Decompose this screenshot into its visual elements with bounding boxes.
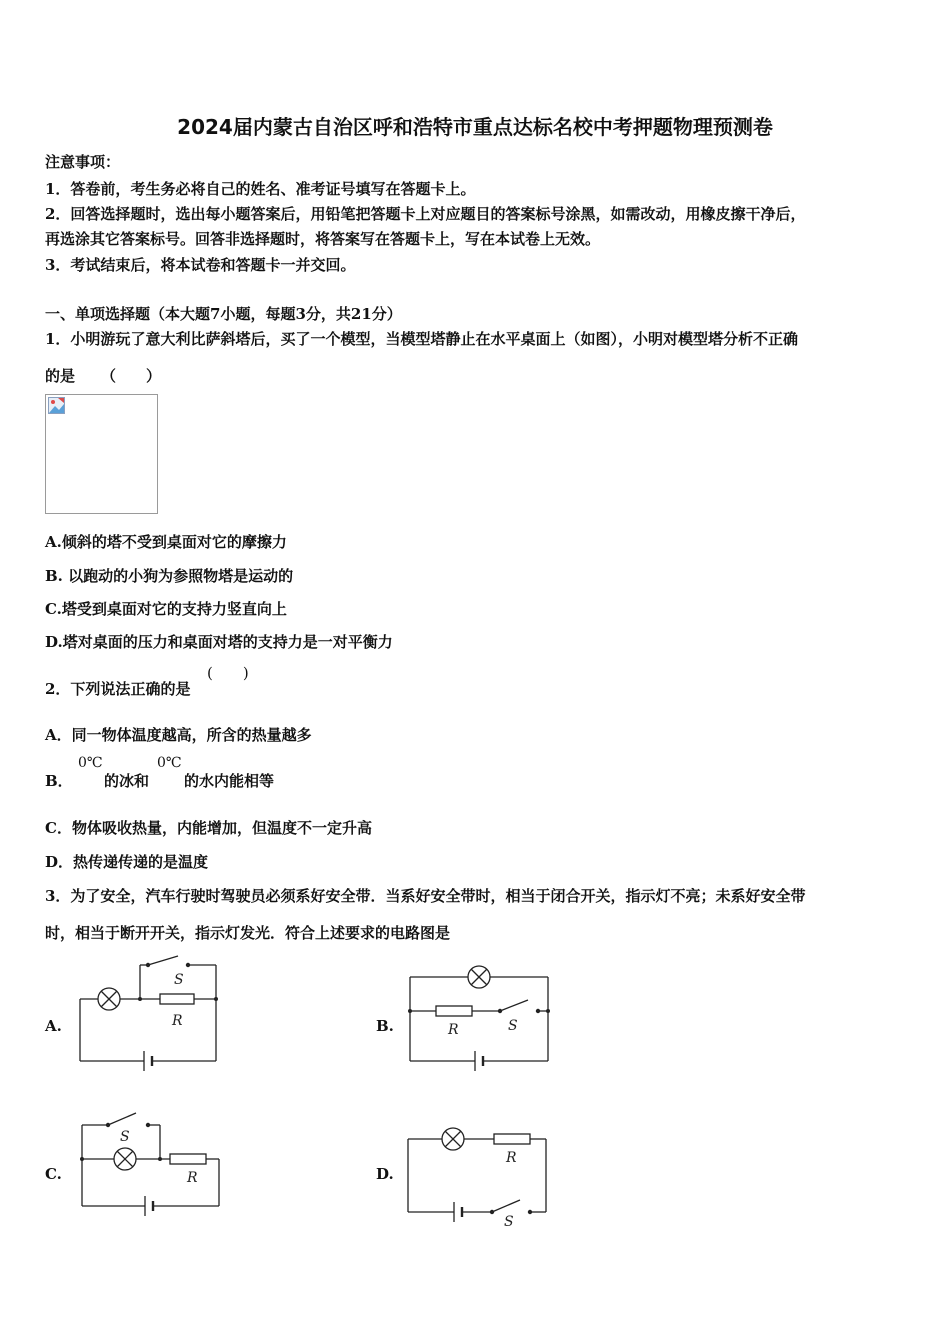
q3-stem: 3．为了安全，汽车行驶时驾驶员必须系好安全带．当系好安全带时，相当于闭合开关，指示灯不亮；未系好安全带 <box>45 887 806 905</box>
q1-stem: 1．小明游玩了意大利比萨斜塔后，买了一个模型，当模型塔静止在水平桌面上（如图），小明对模型塔分析不正确 <box>45 330 798 348</box>
resistor-icon <box>436 1006 472 1016</box>
switch-label: S <box>174 972 184 988</box>
q1-option-d: D.塔对桌面的压力和桌面对塔的支持力是一对平衡力 <box>45 633 393 651</box>
switch-label: S <box>508 1018 518 1034</box>
q2-option-c: C．物体吸收热量，内能增加，但温度不一定升高 <box>45 819 372 837</box>
circuit-c-wires <box>82 1125 219 1206</box>
q3-option-c-label: C. <box>45 1165 62 1183</box>
resistor-icon <box>160 994 194 1004</box>
lamp-icon <box>98 988 120 1010</box>
q3-stem-cont: 时，相当于断开开关，指示灯发光．符合上述要求的电路图是 <box>45 924 451 942</box>
notice-item-3: 3．考试结束后，将本试卷和答题卡一并交回。 <box>45 256 356 274</box>
tower-model-image <box>45 394 158 514</box>
battery-icon <box>145 1196 153 1216</box>
q2-option-a: A．同一物体温度越高，所含的热量越多 <box>45 726 312 744</box>
resistor-icon <box>170 1154 206 1164</box>
q1-option-a: A.倾斜的塔不受到桌面对它的摩擦力 <box>45 533 287 551</box>
switch-label: S <box>504 1214 514 1230</box>
lamp-icon <box>442 1128 464 1150</box>
lamp-icon <box>468 966 490 988</box>
q1-option-c: C.塔受到桌面对它的支持力竖直向上 <box>45 600 287 618</box>
circuit-d-wires <box>408 1139 546 1212</box>
lamp-icon <box>114 1148 136 1170</box>
resistor-label: R <box>448 1022 459 1038</box>
q2-stem: 2．下列说法正确的是 <box>45 680 191 698</box>
circuit-b-wires <box>410 977 548 1061</box>
switch-icon <box>146 956 190 967</box>
switch-icon <box>106 1113 150 1127</box>
q1-answer-paren: （ ） <box>101 367 162 385</box>
resistor-icon <box>494 1134 530 1144</box>
q2-option-d: D．热传递传递的是温度 <box>45 853 209 871</box>
q2-option-b-end: 的水内能相等 <box>184 772 275 790</box>
notice-item-2-cont: 再选涂其它答案标号。回答非选择题时，将答案写在答题卡上，写在本试卷上无效。 <box>45 230 601 248</box>
resistor-label: R <box>172 1013 183 1029</box>
q2-option-b-label: B． <box>45 772 73 790</box>
circuit-a-wires <box>80 965 216 1061</box>
notice-heading: 注意事项： <box>45 153 121 171</box>
q3-option-d-label: D. <box>376 1165 394 1183</box>
resistor-label: R <box>187 1170 198 1186</box>
battery-icon <box>144 1051 152 1071</box>
q3-option-b-label: B. <box>376 1017 394 1035</box>
page-title: 2024届内蒙古自治区呼和浩特市重点达标名校中考押题物理预测卷 <box>177 115 773 139</box>
switch-icon <box>498 1000 540 1013</box>
q2-answer-paren: ( ) <box>207 664 249 682</box>
circuit-diagram-b <box>400 960 560 1080</box>
q1-stem-cont: 的是 <box>45 367 76 385</box>
switch-icon <box>490 1200 532 1214</box>
circuit-diagram-c <box>72 1108 232 1228</box>
q3-option-a-label: A. <box>45 1017 62 1035</box>
q2-option-b-temp-ice: 0℃ <box>78 755 103 771</box>
q2-option-b-mid: 的冰和 <box>104 772 150 790</box>
resistor-label: R <box>506 1150 517 1166</box>
section-heading: 一、单项选择题（本大题7小题，每题3分，共21分） <box>45 305 402 323</box>
circuit-diagram-a <box>70 955 230 1080</box>
q1-option-b: B. 以跑动的小狗为参照物塔是运动的 <box>45 567 294 585</box>
q2-option-b-temp-water: 0℃ <box>157 755 182 771</box>
switch-label: S <box>120 1129 130 1145</box>
battery-icon <box>454 1202 462 1222</box>
notice-item-2: 2．回答选择题时，选出每小题答案后，用铅笔把答题卡上对应题目的答案标号涂黑，如需改动，用橡皮擦干净后， <box>45 205 806 223</box>
circuit-diagram-d <box>400 1112 560 1232</box>
battery-icon <box>475 1051 483 1071</box>
notice-item-1: 1．答卷前，考生务必将自己的姓名、准考证号填写在答题卡上。 <box>45 180 476 198</box>
broken-image-icon <box>48 397 65 414</box>
